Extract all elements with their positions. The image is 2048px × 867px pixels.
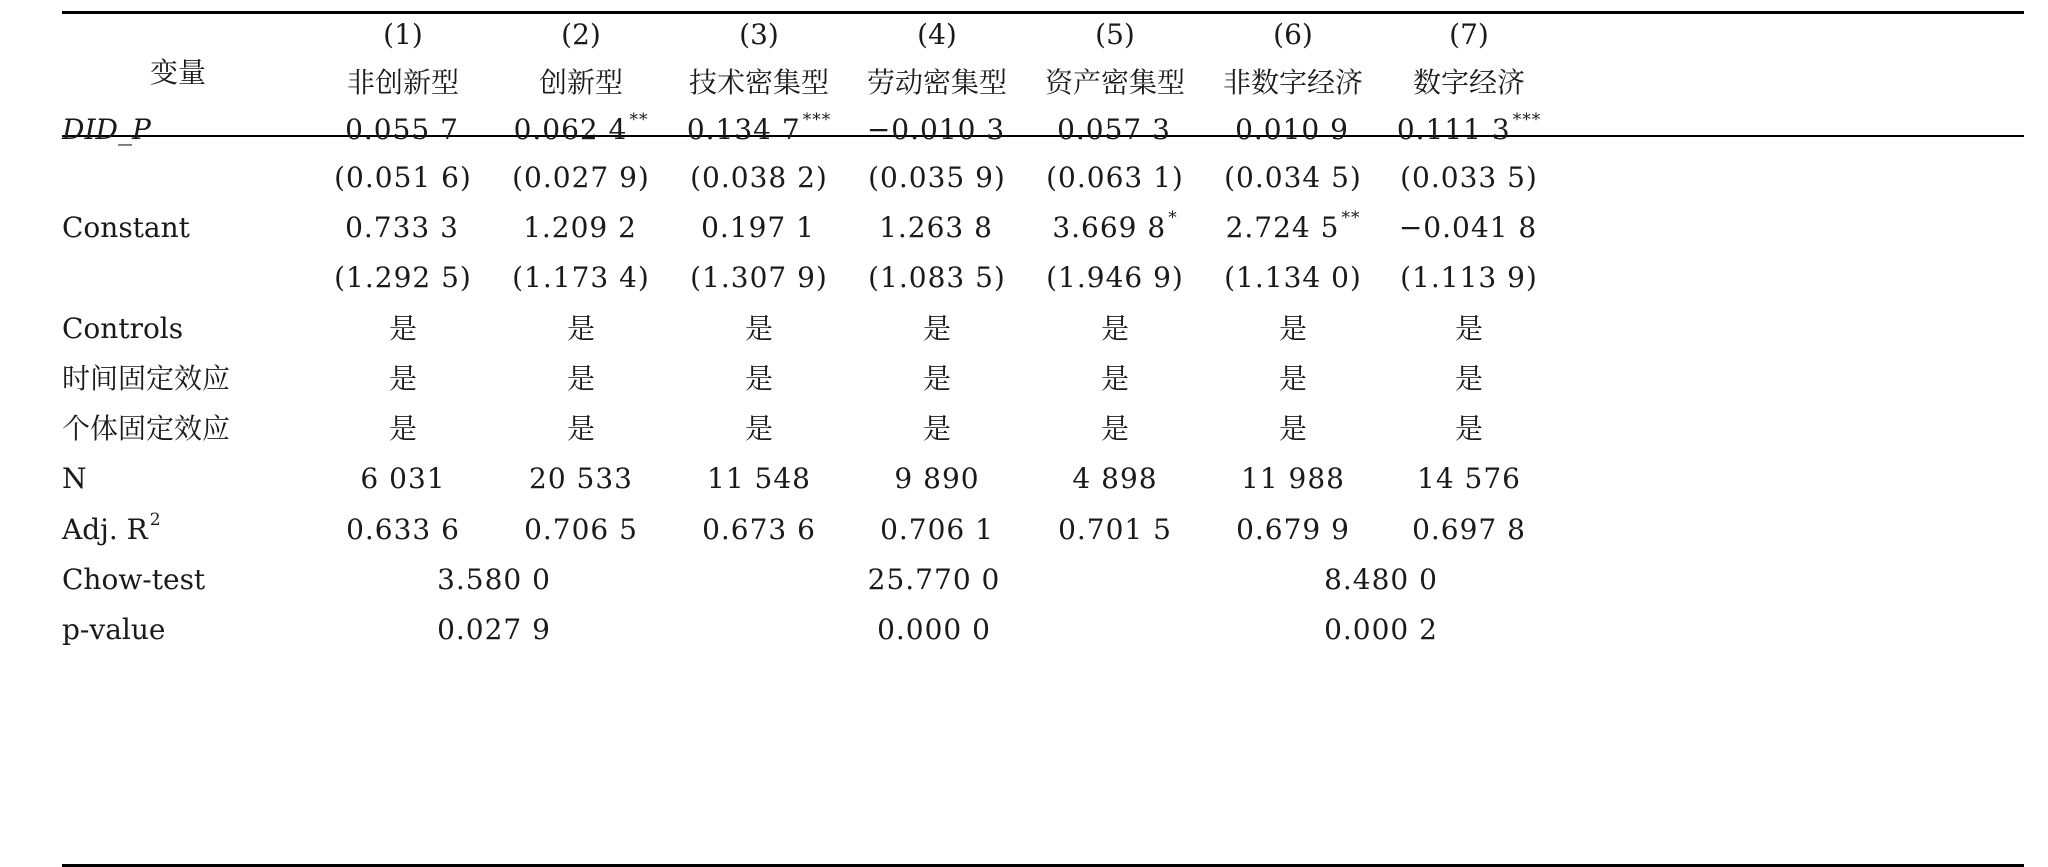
controls-value: 是: [922, 312, 952, 345]
header-col-number: (4): [917, 18, 957, 51]
time-fe-value: 是: [1454, 362, 1484, 395]
constant-se: (1.292 5): [334, 261, 472, 294]
header-col-name: 数字经济: [1412, 66, 1526, 99]
did-coef: 0.134 7 ***: [686, 109, 832, 146]
header-col-number: (3): [739, 18, 779, 51]
indiv-fe-value: 是: [1278, 412, 1308, 445]
did-coef: 0.062 4 **: [513, 109, 649, 146]
constant-se: (1.173 4): [512, 261, 650, 294]
header-col-number: (2): [561, 18, 601, 51]
row-label-adj-r2: Adj. R $^2$: [62, 509, 161, 546]
constant-coef: 1.209 2: [523, 211, 637, 244]
header-col-number: (6): [1273, 18, 1313, 51]
header-col-name: 技术密集型: [688, 66, 830, 99]
n-value: 14 576: [1417, 462, 1521, 495]
controls-value: 是: [566, 312, 596, 345]
constant-se: (1.134 0): [1224, 261, 1362, 294]
chow-value: 25.770 0: [867, 563, 1001, 596]
adj-r2-value: 0.706 5: [524, 513, 638, 546]
time-fe-value: 是: [388, 362, 418, 395]
did-coef: 0.111 3 ***: [1396, 109, 1542, 146]
indiv-fe-value: 是: [1454, 412, 1484, 445]
controls-value: 是: [1454, 312, 1484, 345]
constant-se: (1.113 9): [1400, 261, 1538, 294]
indiv-fe-value: 是: [1100, 412, 1130, 445]
row-label-pvalue: p-value: [62, 613, 166, 646]
header-col-name: 非创新型: [346, 66, 460, 99]
controls-value: 是: [1100, 312, 1130, 345]
time-fe-value: 是: [566, 362, 596, 395]
n-value: 11 548: [707, 462, 811, 495]
did-se: (0.038 2): [690, 161, 828, 194]
constant-coef: 0.197 1: [701, 211, 815, 244]
header-col-name: 创新型: [538, 66, 624, 99]
header-col-name: 非数字经济: [1222, 66, 1364, 99]
constant-coef: −0.041 8: [1398, 211, 1538, 244]
header-col-name: 劳动密集型: [866, 66, 1008, 99]
row-label-n: N: [62, 462, 87, 495]
row-label-indiv-fe: 个体固定效应: [62, 412, 231, 445]
pvalue-value: 0.000 2: [1324, 613, 1438, 646]
did-se: (0.063 1): [1046, 161, 1184, 194]
n-value: 4 898: [1072, 462, 1158, 495]
header-col-name: 资产密集型: [1044, 66, 1186, 99]
pvalue-value: 0.027 9: [437, 613, 551, 646]
header-col-number: (7): [1449, 18, 1489, 51]
did-coef: 0.057 3: [1057, 113, 1171, 146]
did-coef: −0.010 3: [866, 113, 1006, 146]
row-label-chow: Chow-test: [62, 563, 206, 596]
table-top-rule: [62, 11, 2024, 14]
n-value: 20 533: [529, 462, 633, 495]
row-label-constant: Constant: [62, 211, 190, 244]
indiv-fe-value: 是: [566, 412, 596, 445]
indiv-fe-value: 是: [388, 412, 418, 445]
indiv-fe-value: 是: [922, 412, 952, 445]
adj-r2-value: 0.706 1: [880, 513, 994, 546]
adj-r2-value: 0.633 6: [346, 513, 460, 546]
adj-r2-value: 0.697 8: [1412, 513, 1526, 546]
did-se: (0.051 6): [334, 161, 472, 194]
constant-se: (1.307 9): [690, 261, 828, 294]
row-label-did: DID_P: [62, 113, 151, 146]
indiv-fe-value: 是: [744, 412, 774, 445]
n-value: 9 890: [894, 462, 980, 495]
time-fe-value: 是: [1278, 362, 1308, 395]
constant-coef: 1.263 8: [879, 211, 993, 244]
time-fe-value: 是: [922, 362, 952, 395]
constant-coef: 2.724 5 **: [1225, 207, 1361, 244]
adj-r2-value: 0.701 5: [1058, 513, 1172, 546]
controls-value: 是: [388, 312, 418, 345]
header-col-number: (5): [1095, 18, 1135, 51]
header-col-number: (1): [383, 18, 423, 51]
did-se: (0.033 5): [1400, 161, 1538, 194]
adj-r2-value: 0.673 6: [702, 513, 816, 546]
time-fe-value: 是: [1100, 362, 1130, 395]
did-coef: 0.010 9: [1235, 113, 1349, 146]
did-se: (0.035 9): [868, 161, 1006, 194]
adj-r2-value: 0.679 9: [1236, 513, 1350, 546]
controls-value: 是: [744, 312, 774, 345]
time-fe-value: 是: [744, 362, 774, 395]
header-variable-label: 变量: [149, 56, 207, 89]
constant-coef: 3.669 8 *: [1052, 207, 1178, 244]
n-value: 11 988: [1241, 462, 1345, 495]
n-value: 6 031: [360, 462, 446, 495]
chow-value: 8.480 0: [1324, 563, 1438, 596]
pvalue-value: 0.000 0: [877, 613, 991, 646]
did-se: (0.027 9): [512, 161, 650, 194]
row-label-time-fe: 时间固定效应: [62, 362, 231, 395]
constant-se: (1.946 9): [1046, 261, 1184, 294]
constant-se: (1.083 5): [868, 261, 1006, 294]
did-coef: 0.055 7: [345, 113, 459, 146]
controls-value: 是: [1278, 312, 1308, 345]
did-se: (0.034 5): [1224, 161, 1362, 194]
row-label-controls: Controls: [62, 312, 184, 345]
constant-coef: 0.733 3: [345, 211, 459, 244]
chow-value: 3.580 0: [437, 563, 551, 596]
